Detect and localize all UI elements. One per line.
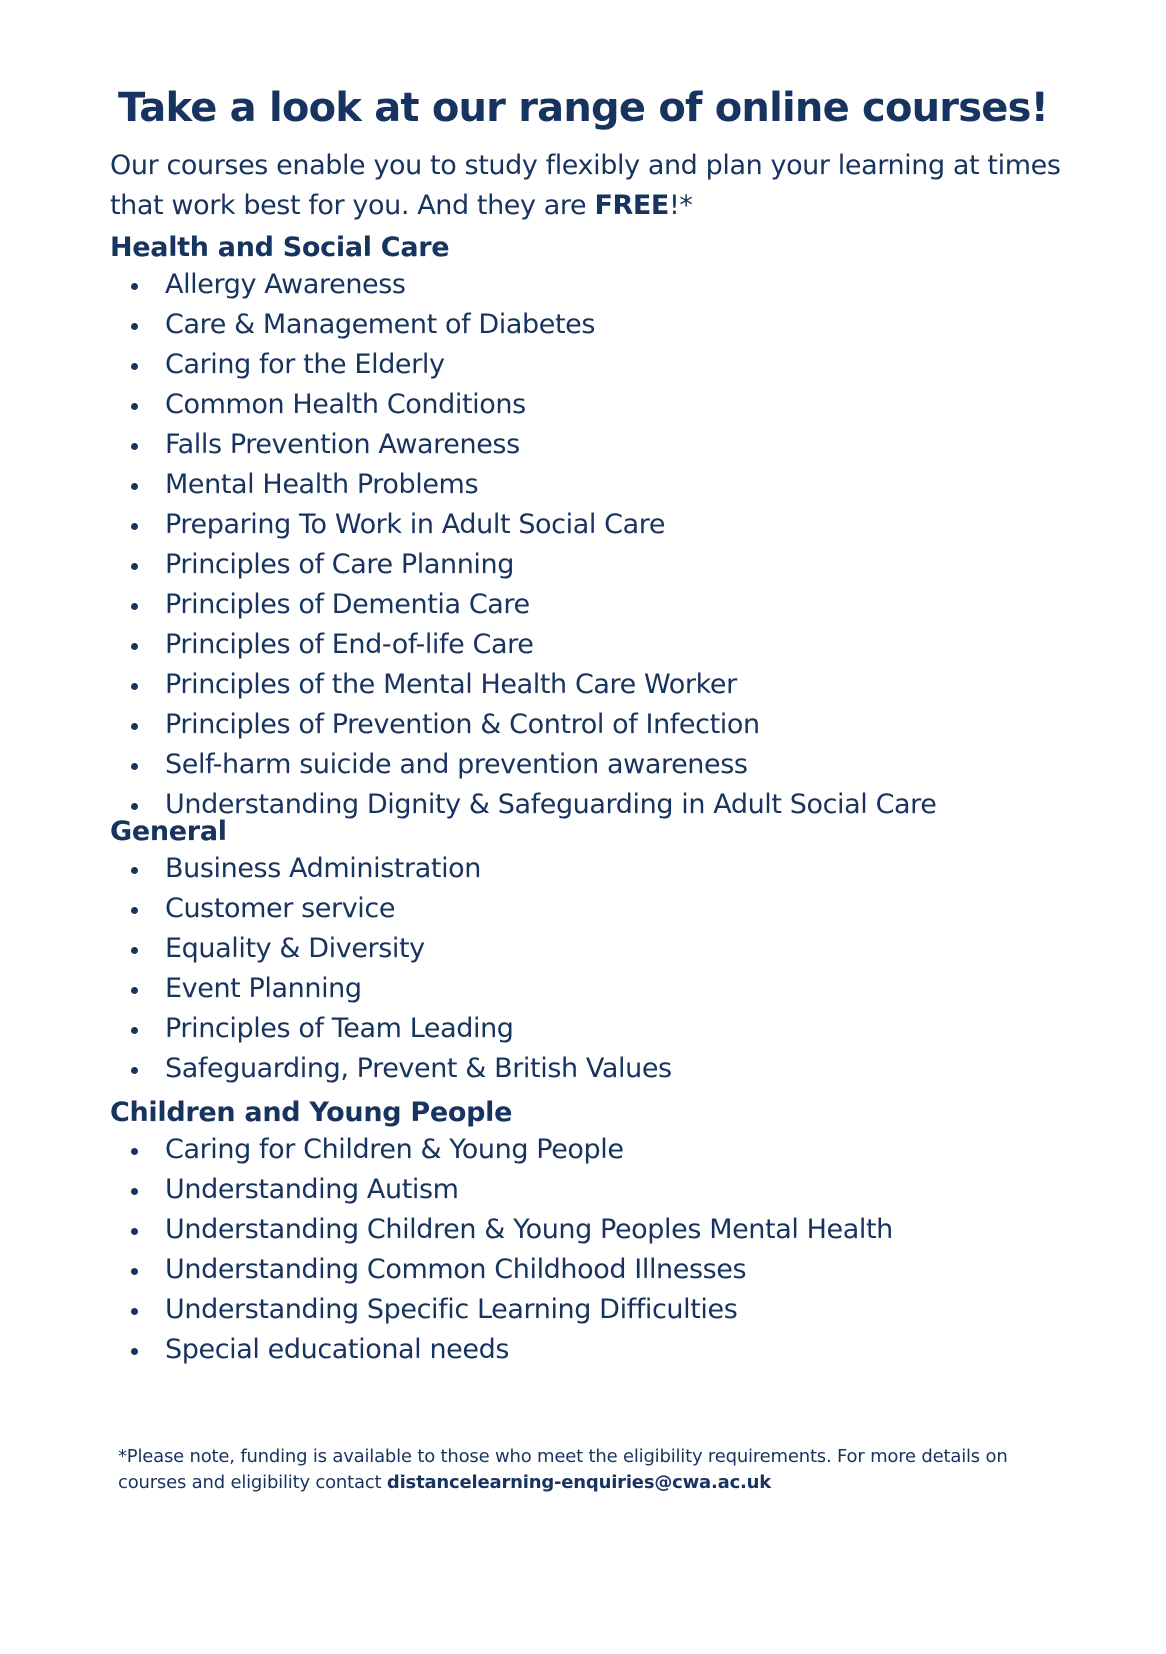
bullet-icon bbox=[131, 1228, 138, 1235]
bullet-icon bbox=[131, 1148, 138, 1155]
footnote bbox=[118, 1444, 1078, 1496]
course-list-item bbox=[110, 1290, 893, 1330]
course-name: Safeguarding, Prevent & British Values bbox=[165, 1053, 672, 1084]
course-list-item bbox=[110, 1250, 893, 1290]
course-name: Customer service bbox=[165, 893, 396, 924]
bullet-icon bbox=[131, 1067, 138, 1074]
bullet-icon bbox=[131, 867, 138, 874]
bullet-icon bbox=[131, 643, 138, 650]
course-name: Self-harm suicide and prevention awareness bbox=[165, 749, 748, 780]
intro-paragraph bbox=[110, 146, 1110, 226]
bullet-icon bbox=[131, 523, 138, 530]
course-list-health bbox=[110, 265, 937, 825]
bullet-icon bbox=[131, 443, 138, 450]
bullet-icon bbox=[131, 1268, 138, 1275]
course-name: Equality & Diversity bbox=[165, 933, 425, 964]
course-name: Principles of Dementia Care bbox=[165, 589, 530, 620]
section-heading-general: General bbox=[110, 816, 227, 847]
course-list-item bbox=[110, 265, 937, 305]
bullet-icon bbox=[131, 1308, 138, 1315]
bullet-icon bbox=[131, 483, 138, 490]
intro-free-emphasis: FREE bbox=[594, 190, 669, 221]
course-list-item bbox=[110, 545, 937, 585]
bullet-icon bbox=[131, 1027, 138, 1034]
course-list-item bbox=[110, 1210, 893, 1250]
bullet-icon bbox=[131, 603, 138, 610]
course-name: Principles of End-of-life Care bbox=[165, 629, 534, 660]
course-name: Principles of the Mental Health Care Worker bbox=[165, 669, 737, 700]
contact-email-link[interactable]: distancelearning-enquiries@cwa.ac.uk bbox=[386, 1472, 772, 1493]
course-name: Falls Prevention Awareness bbox=[165, 429, 520, 460]
section-heading-children: Children and Young People bbox=[110, 1097, 513, 1128]
bullet-icon bbox=[131, 763, 138, 770]
course-name: Understanding Specific Learning Difficulties bbox=[165, 1294, 738, 1325]
course-name: Principles of Care Planning bbox=[165, 549, 514, 580]
bullet-icon bbox=[131, 683, 138, 690]
course-name: Understanding Common Childhood Illnesses bbox=[165, 1254, 747, 1285]
course-list-item bbox=[110, 425, 937, 465]
course-name: Event Planning bbox=[165, 973, 362, 1004]
course-list-item bbox=[110, 849, 672, 889]
course-list-item bbox=[110, 705, 937, 745]
section-heading-health: Health and Social Care bbox=[110, 232, 450, 263]
bullet-icon bbox=[131, 1188, 138, 1195]
course-list-item bbox=[110, 929, 672, 969]
course-name: Allergy Awareness bbox=[165, 269, 406, 300]
course-name: Understanding Autism bbox=[165, 1174, 459, 1205]
course-name: Care & Management of Diabetes bbox=[165, 309, 596, 340]
course-list-item bbox=[110, 1170, 893, 1210]
course-list-item bbox=[110, 585, 937, 625]
course-list-item bbox=[110, 465, 937, 505]
course-list-item bbox=[110, 385, 937, 425]
course-name: Preparing To Work in Adult Social Care bbox=[165, 509, 666, 540]
course-list-item bbox=[110, 1049, 672, 1089]
course-name: Mental Health Problems bbox=[165, 469, 479, 500]
bullet-icon bbox=[131, 987, 138, 994]
course-name: Common Health Conditions bbox=[165, 389, 526, 420]
course-name: Principles of Prevention & Control of Infection bbox=[165, 709, 760, 740]
footnote-text: *Please note, funding is available to those who meet the eligibility requirements. For more details on courses and eligibility contact bbox=[118, 1446, 1008, 1493]
course-list-item bbox=[110, 505, 937, 545]
bullet-icon bbox=[131, 403, 138, 410]
bullet-icon bbox=[131, 803, 138, 810]
course-list-item bbox=[110, 969, 672, 1009]
course-list-item bbox=[110, 625, 937, 665]
course-list-general bbox=[110, 849, 672, 1089]
course-name: Caring for the Elderly bbox=[165, 349, 445, 380]
bullet-icon bbox=[131, 563, 138, 570]
course-list-item bbox=[110, 889, 672, 929]
bullet-icon bbox=[131, 283, 138, 290]
course-list-item bbox=[110, 1130, 893, 1170]
course-list-item bbox=[110, 1330, 893, 1370]
intro-text: Our courses enable you to study flexibly and plan your learning at times that work best for you. And they are bbox=[110, 150, 1061, 221]
course-name: Special educational needs bbox=[165, 1334, 510, 1365]
bullet-icon bbox=[131, 907, 138, 914]
page-title: Take a look at our range of online courses! bbox=[117, 85, 1049, 131]
course-list-item bbox=[110, 785, 937, 825]
course-list-item bbox=[110, 665, 937, 705]
course-name: Business Administration bbox=[165, 853, 482, 884]
bullet-icon bbox=[131, 1348, 138, 1355]
course-list-children bbox=[110, 1130, 893, 1370]
course-name: Understanding Dignity & Safeguarding in Adult Social Care bbox=[165, 789, 937, 820]
course-name: Caring for Children & Young People bbox=[165, 1134, 624, 1165]
course-list-item bbox=[110, 745, 937, 785]
course-name: Principles of Team Leading bbox=[165, 1013, 514, 1044]
course-list-item bbox=[110, 305, 937, 345]
intro-suffix: !* bbox=[668, 190, 693, 221]
bullet-icon bbox=[131, 723, 138, 730]
bullet-icon bbox=[131, 323, 138, 330]
bullet-icon bbox=[131, 363, 138, 370]
bullet-icon bbox=[131, 947, 138, 954]
course-name: Understanding Children & Young Peoples Mental Health bbox=[165, 1214, 893, 1245]
course-list-item bbox=[110, 345, 937, 385]
course-list-item bbox=[110, 1009, 672, 1049]
